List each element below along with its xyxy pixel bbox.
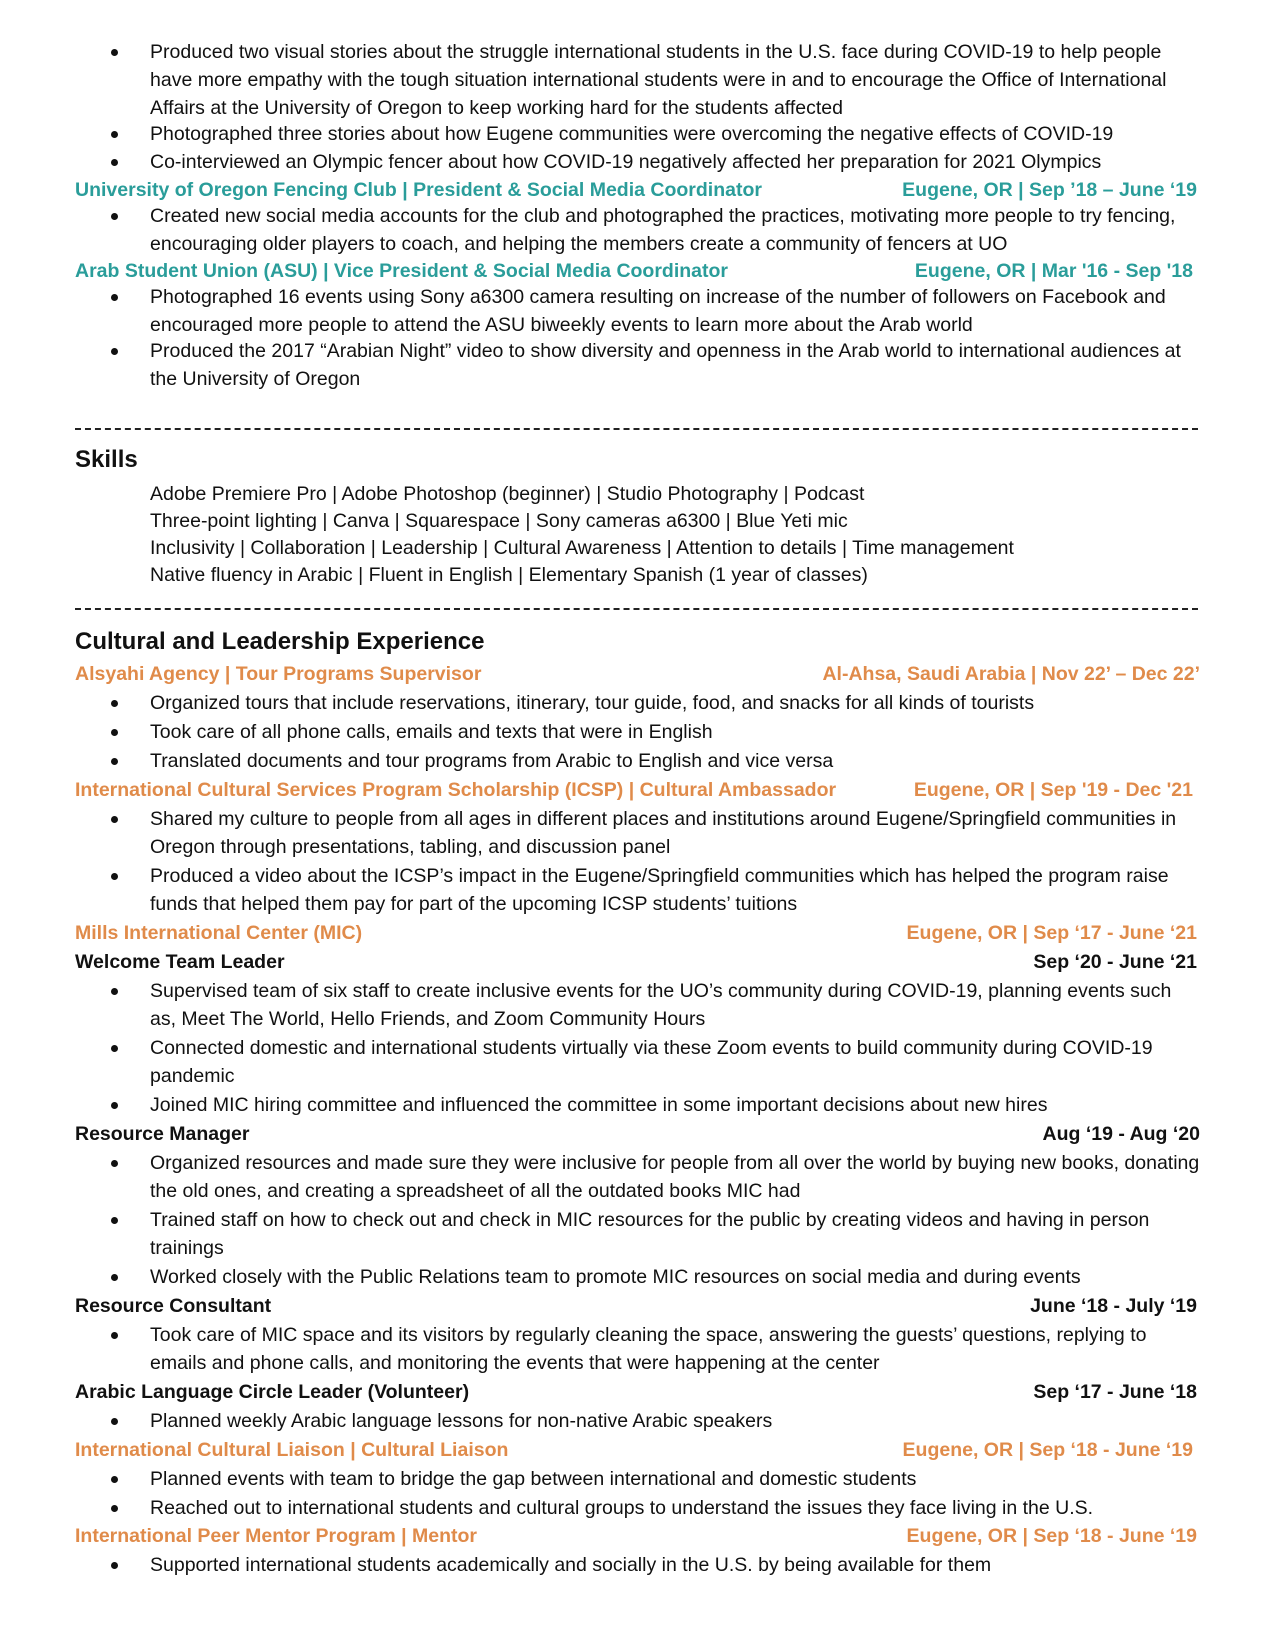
entry-header-asu [75, 257, 1200, 285]
entry-date: Eugene, OR | Sep ‘17 - June ‘21 [906, 922, 1197, 944]
bullet-text: Shared my culture to people from all ages in different places and institutions around Eugene/Springfield communities in Oregon through presentations, tabling, and discussion panel [150, 808, 1177, 858]
section-divider [75, 428, 1198, 430]
bullet-text: Connected domestic and international students virtually via these Zoom events to build community during COVID-19 pandemic [150, 1037, 1153, 1087]
role-header-resource-manager [75, 1120, 1200, 1148]
bullet-text: Supervised team of six staff to create inclusive events for the UO’s community during COVID-19, planning events such as, Meet The World, Hello Friends, and Zoom Community Hours [150, 980, 1172, 1030]
bullet-dot [111, 348, 118, 355]
entry-header-fencing [75, 176, 1200, 204]
role-title: Resource Consultant [75, 1295, 272, 1317]
bullet-text: Organized tours that include reservations, itinerary, tour guide, food, and snacks for all kinds of tourists [150, 692, 1035, 714]
bullet-text: Planned weekly Arabic language lessons for non-native Arabic speakers [150, 1410, 773, 1432]
entry-date: Eugene, OR | Sep ‘18 - June ‘19 [906, 1525, 1197, 1547]
bullet-text: Produced the 2017 “Arabian Night” video to show diversity and openness in the Arab world to international audiences at the University of Oregon [150, 340, 1181, 390]
bullet-dot [111, 1418, 118, 1425]
bullet-text: Reached out to international students and cultural groups to understand the issues they face living in the U.S. [150, 1497, 1094, 1519]
role-header-resource-consultant [75, 1292, 1200, 1320]
entry-header-liaison [75, 1436, 1200, 1464]
role-title: Arabic Language Circle Leader (Volunteer) [75, 1381, 470, 1403]
entry-title: Arab Student Union (ASU) | Vice President & Social Media Coordinator [75, 260, 729, 282]
bullet-text: Translated documents and tour programs from Arabic to English and vice versa [150, 750, 834, 772]
bullet-text: Took care of all phone calls, emails and texts that were in English [150, 721, 713, 743]
bullet-dot [111, 159, 118, 166]
entry-title: University of Oregon Fencing Club | President & Social Media Coordinator [75, 179, 762, 201]
bullet-dot [111, 988, 118, 995]
bullet-dot [111, 1160, 118, 1167]
entry-title: Alsyahi Agency | Tour Programs Supervisor [75, 663, 482, 685]
bullet-dot [111, 873, 118, 880]
bullet-dot [111, 700, 118, 707]
bullet-dot [111, 1476, 118, 1483]
entry-date: Al-Ahsa, Saudi Arabia | Nov 22’ – Dec 22’ [822, 663, 1200, 685]
entry-title: International Cultural Services Program Scholarship (ICSP) | Cultural Ambassador [75, 779, 837, 801]
bullet-text: Photographed 16 events using Sony a6300 camera resulting on increase of the number of followers on Facebook and encouraged more people to attend the ASU biweekly events to learn more about the Arab world [150, 286, 1166, 336]
bullet-text: Took care of MIC space and its visitors by regularly cleaning the space, answering the guests’ questions, replying to emails and phone calls, and monitoring the events that were happening at the center [150, 1324, 1147, 1374]
bullet-text: Organized resources and made sure they were inclusive for people from all over the world by buying new books, donating the old ones, and creating a spreadsheet of all the outdated books MIC had [150, 1152, 1200, 1202]
bullet-dot [111, 1217, 118, 1224]
entry-date: Eugene, OR | Sep ’18 – June ‘19 [902, 179, 1197, 201]
bullet-text: Produced two visual stories about the struggle international students in the U.S. face during COVID-19 to help people have more empathy with the tough situation international students were in and to encourage the Office of International Affairs at the University of Oregon to keep working hard for the students affected [150, 41, 1167, 119]
skills-line: Inclusivity | Collaboration | Leadership | Cultural Awareness | Attention to details | Time management [150, 537, 1014, 559]
role-title: Welcome Team Leader [75, 951, 285, 973]
entry-header-mentor [75, 1522, 1200, 1550]
bullet-dot [111, 1274, 118, 1281]
entry-header-icsp [75, 776, 1200, 804]
bullet-dot [111, 49, 118, 56]
bullet-dot [111, 758, 118, 765]
entry-date: Eugene, OR | Sep ‘18 - June ‘19 [902, 1439, 1193, 1461]
entry-date: Eugene, OR | Sep '19 - Dec '21 [913, 779, 1193, 801]
bullet-dot [111, 816, 118, 823]
skills-line: Native fluency in Arabic | Fluent in English | Elementary Spanish (1 year of classes) [150, 564, 868, 586]
entry-title: International Cultural Liaison | Cultural Liaison [75, 1439, 509, 1461]
skills-line: Three-point lighting | Canva | Squarespace | Sony cameras a6300 | Blue Yeti mic [150, 510, 848, 532]
role-title: Resource Manager [75, 1123, 250, 1145]
role-date: Aug ‘19 - Aug ‘20 [1042, 1123, 1200, 1145]
bullet-dot [111, 1332, 118, 1339]
entry-header-mic [75, 919, 1200, 947]
section-heading-skills: Skills [75, 446, 138, 473]
role-date: Sep ‘17 - June ‘18 [1033, 1381, 1197, 1403]
bullet-dot [111, 1102, 118, 1109]
bullet-dot [111, 131, 118, 138]
role-header-welcome [75, 948, 1200, 976]
bullet-text: Trained staff on how to check out and check in MIC resources for the public by creating videos and having in person trainings [150, 1209, 1150, 1259]
section-divider [75, 608, 1198, 610]
bullet-dot [111, 1505, 118, 1512]
entry-date: Eugene, OR | Mar '16 - Sep '18 [914, 260, 1193, 282]
bullet-text: Produced a video about the ICSP’s impact in the Eugene/Springfield communities which has helped the program raise funds that helped them pay for part of the upcoming ICSP students’ tuitions [150, 865, 1169, 915]
skills-line: Adobe Premiere Pro | Adobe Photoshop (beginner) | Studio Photography | Podcast [150, 483, 865, 505]
section-heading-cultural: Cultural and Leadership Experience [75, 628, 485, 655]
role-date: June ‘18 - July ‘19 [1030, 1295, 1197, 1317]
entry-header-alsyahi [75, 660, 1200, 688]
entry-title: Mills International Center (MIC) [75, 922, 363, 944]
bullet-text: Supported international students academically and socially in the U.S. by being available for them [150, 1554, 992, 1576]
bullet-dot [111, 1045, 118, 1052]
bullet-text: Worked closely with the Public Relations team to promote MIC resources on social media and during events [150, 1266, 1081, 1288]
bullet-dot [111, 294, 118, 301]
entry-title: International Peer Mentor Program | Mentor [75, 1525, 478, 1547]
bullet-text: Co-interviewed an Olympic fencer about how COVID-19 negatively affected her preparation for 2021 Olympics [150, 151, 1102, 173]
bullet-text: Planned events with team to bridge the gap between international and domestic students [150, 1468, 917, 1490]
bullet-text: Created new social media accounts for the club and photographed the practices, motivating more people to try fencing, encouraging older players to coach, and helping the members create a community of fencers at UO [150, 205, 1176, 255]
bullet-dot [111, 1562, 118, 1569]
bullet-dot [111, 729, 118, 736]
bullet-text: Photographed three stories about how Eugene communities were overcoming the negative effects of COVID-19 [150, 123, 1114, 145]
role-date: Sep ‘20 - June ‘21 [1033, 951, 1197, 973]
role-header-arabic-circle [75, 1378, 1200, 1406]
bullet-dot [111, 213, 118, 220]
bullet-text: Joined MIC hiring committee and influenced the committee in some important decisions about new hires [150, 1094, 1048, 1116]
